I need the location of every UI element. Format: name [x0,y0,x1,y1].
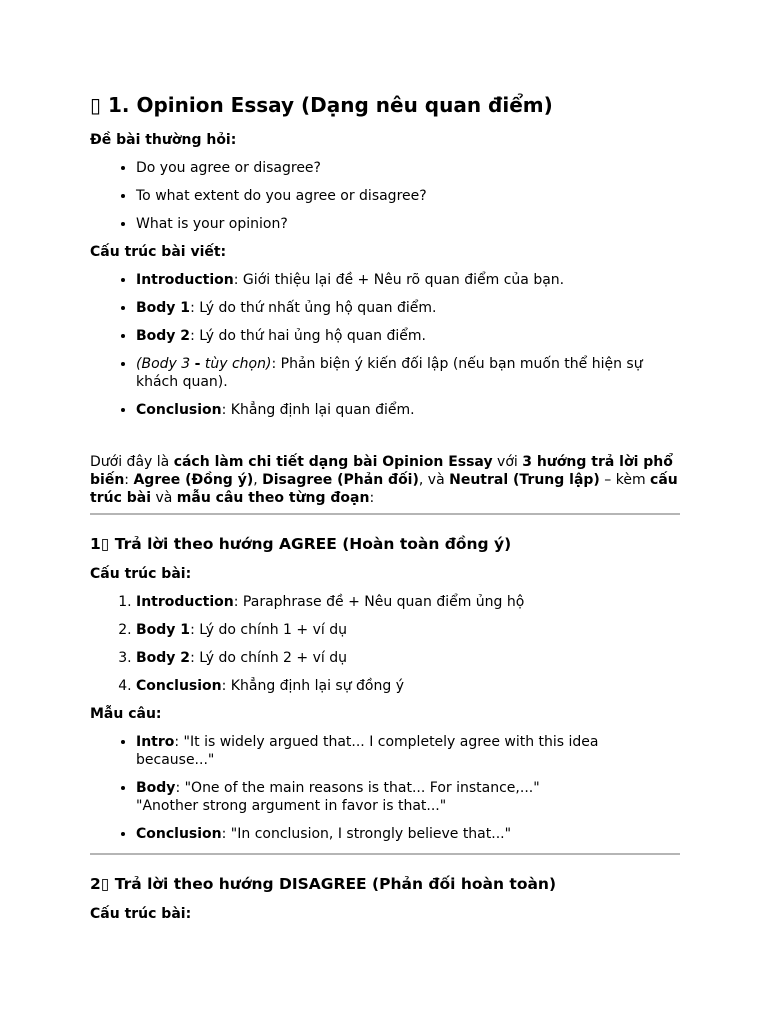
term: Conclusion [136,826,222,842]
description: : Lý do chính 2 + ví dụ [190,650,347,666]
list-item: • Do you agree or disagree? [136,159,680,177]
agree-structure-list [90,593,680,695]
description-line-2: "Another strong argument in favor is that..." [136,798,447,814]
samples-label: Mẫu câu: [90,706,162,722]
list-item [136,271,680,289]
text: với [492,454,523,470]
bold-text: Disagree (Phản đối) [262,472,419,488]
questions-list [90,159,680,233]
structure-label: Cấu trúc bài viết: [90,244,227,260]
term: Introduction [136,594,234,610]
term: Body 1 [136,622,191,638]
term: Intro [136,734,175,750]
description: : Lý do thứ hai ủng hộ quan điểm. [190,328,426,344]
term-italic: (Body 3 [136,356,195,372]
section-title-disagree: 2▯ Trả lời theo hướng DISAGREE (Phản đối hoàn toàn) [90,875,557,893]
bold-text: cấu trúc bài [90,472,678,506]
horizontal-divider [90,513,680,515]
list-item [136,677,680,695]
list-item [136,299,680,317]
text: : [369,490,375,506]
term-dash: - [194,356,201,372]
horizontal-divider [90,853,680,855]
description: : Lý do chính 1 + ví dụ [190,622,347,638]
term: Body 2 [136,650,191,666]
description: : Phản biện ý kiến đối lập (nếu bạn muốn thể hiện sự khách quan). [136,356,643,390]
list-item [136,593,680,611]
section-title-agree: 1▯ Trả lời theo hướng AGREE (Hoàn toàn đồng ý) [90,535,512,553]
list-item [136,355,680,391]
term: Body 2 [136,328,191,344]
term-italic-2: tùy chọn) [200,356,272,372]
structure-list [90,271,680,419]
description: : Khẳng định lại quan điểm. [221,402,415,418]
list-item [136,733,680,769]
list-item [136,621,680,639]
description: : Khẳng định lại sự đồng ý [221,678,404,694]
term: Body 1 [136,300,191,316]
list-item [136,825,680,843]
questions-label: Đề bài thường hỏi: [90,132,237,148]
section-title-opinion-essay: ▯ 1. Opinion Essay (Dạng nêu quan điểm) [90,93,553,117]
text: Dưới đây là [90,454,174,470]
document-content [90,91,680,933]
text: – kèm [599,472,651,488]
intro-paragraph [90,453,680,507]
list-item: • What is your opinion? [136,215,680,233]
term: Introduction [136,272,234,288]
text: , và [418,472,450,488]
structure-label: Cấu trúc bài: [90,906,192,922]
description: : "In conclusion, I strongly believe that..." [221,826,512,842]
text: , [253,472,263,488]
description: : Giới thiệu lại đề + Nêu rõ quan điểm của bạn. [233,272,565,288]
bold-text: cách làm chi tiết dạng bài Opinion Essay [173,454,493,470]
list-item [136,327,680,345]
text: : [124,472,134,488]
term: Conclusion [136,402,222,418]
term: Body [136,780,176,796]
term: Conclusion [136,678,222,694]
bold-text: 3 hướng trả lời phổ biến [90,454,673,488]
bold-text: Neutral (Trung lập) [449,472,600,488]
description: : Paraphrase đề + Nêu quan điểm ủng hộ [233,594,525,610]
bold-text: Agree (Đồng ý) [133,472,254,488]
agree-samples-list [90,733,680,843]
description: : "It is widely argued that... I completely agree with this idea because..." [136,734,599,768]
list-item [136,401,680,419]
structure-label: Cấu trúc bài: [90,566,192,582]
spacer [90,429,680,453]
description: : "One of the main reasons is that... For instance,..." [175,780,540,796]
description: : Lý do thứ nhất ủng hộ quan điểm. [190,300,437,316]
list-item: • To what extent do you agree or disagree? [136,187,680,205]
list-item [136,649,680,667]
bold-text: mẫu câu theo từng đoạn [176,490,370,506]
list-item [136,779,680,815]
text: và [151,490,177,506]
